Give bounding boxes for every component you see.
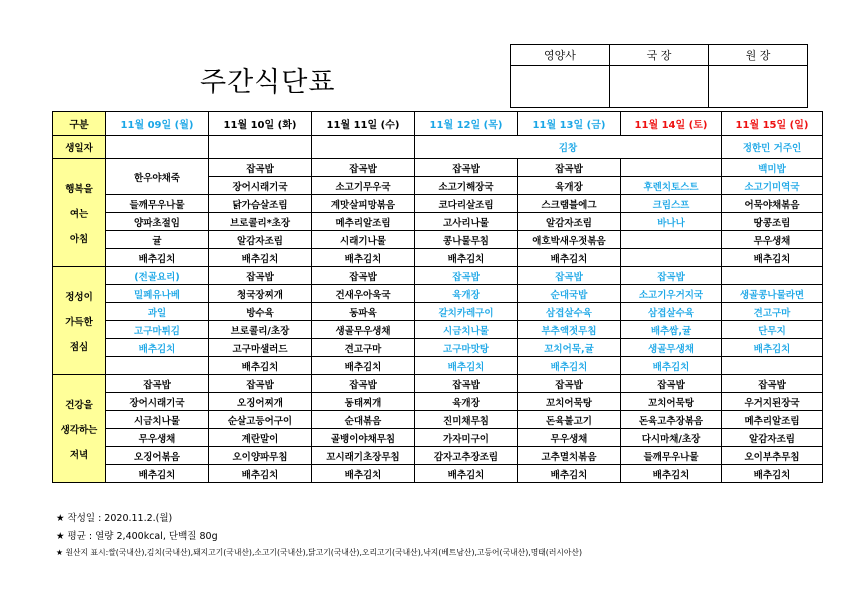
menu-cell: 알감자조림 <box>209 231 312 249</box>
menu-cell: 소고기해장국 <box>415 177 518 195</box>
menu-cell: 육개장 <box>415 285 518 303</box>
menu-cell: 잡곡밥 <box>621 375 722 393</box>
approval-label-nutritionist: 영양사 <box>511 45 610 66</box>
menu-cell: 시금치나물 <box>106 411 209 429</box>
menu-cell: 무우생채 <box>106 429 209 447</box>
menu-cell: 잡곡밥 <box>518 375 621 393</box>
lunch-row <box>53 357 823 375</box>
menu-cell: 골뱅이야채무침 <box>312 429 415 447</box>
day-header: 11월 15일 (일) <box>722 112 823 136</box>
breakfast-row <box>53 231 823 249</box>
lunch-label-line: 점심 <box>69 341 89 353</box>
menu-cell: 과일 <box>106 303 209 321</box>
breakfast-row <box>53 195 823 213</box>
menu-cell <box>312 136 415 159</box>
menu-cell: 계맛살피망볶음 <box>312 195 415 213</box>
menu-cell: 단무지 <box>722 321 823 339</box>
menu-cell: 잡곡밥 <box>518 267 621 285</box>
menu-cell: 고추멸치볶음 <box>518 447 621 465</box>
menu-cell: 크림스프 <box>621 195 722 213</box>
footer-date: ★ 작성일 : 2020.11.2.(월) <box>56 513 173 524</box>
menu-cell: 잡곡밥 <box>415 267 518 285</box>
menu-cell <box>209 136 312 159</box>
birthday-row <box>53 136 823 159</box>
menu-cell <box>722 357 823 375</box>
menu-cell: 오이양파무침 <box>209 447 312 465</box>
menu-cell: 견고구마 <box>312 339 415 357</box>
header-row <box>53 112 823 136</box>
menu-cell: 장어시래기국 <box>209 177 312 195</box>
menu-cell: 메추리알조림 <box>312 213 415 231</box>
dinner-row <box>53 411 823 429</box>
menu-cell: 배추쌈,귤 <box>621 321 722 339</box>
menu-cell: 잡곡밥 <box>209 375 312 393</box>
menu-cell: 생골무우생채 <box>312 321 415 339</box>
menu-cell: 잡곡밥 <box>518 159 621 177</box>
menu-cell: 우거지된장국 <box>722 393 823 411</box>
menu-cell: 양파초절임 <box>106 213 209 231</box>
birthday-name: 김창 <box>415 136 722 159</box>
menu-cell: 꼬치어묵탕 <box>518 393 621 411</box>
menu-cell: 순대국밥 <box>518 285 621 303</box>
breakfast-label <box>53 159 106 267</box>
menu-cell: 배추김치 <box>209 249 312 267</box>
menu-cell: 방수육 <box>209 303 312 321</box>
lunch-row <box>53 339 823 357</box>
menu-cell: 알감자조림 <box>722 429 823 447</box>
menu-cell: 시래기나물 <box>312 231 415 249</box>
menu-cell: 무우생채 <box>722 231 823 249</box>
menu-cell: 어묵야채볶음 <box>722 195 823 213</box>
menu-cell: 소고기무우국 <box>312 177 415 195</box>
menu-cell: 후렌치토스트 <box>621 177 722 195</box>
menu-cell: 삼겹살수육 <box>518 303 621 321</box>
menu-cell: 밀페유나베 <box>106 285 209 303</box>
approval-table <box>510 44 808 108</box>
menu-cell: 배추김치 <box>415 357 518 375</box>
menu-cell: 잡곡밥 <box>209 159 312 177</box>
menu-cell: 오징어볶음 <box>106 447 209 465</box>
menu-cell: 배추김치 <box>518 465 621 483</box>
menu-cell: 생골콩나물라면 <box>722 285 823 303</box>
menu-cell: 가자미구이 <box>415 429 518 447</box>
footer-origin: ★ 원산지 표시:쌀(국내산),김치(국내산),돼지고기(국내산),소고기(국내산),닭고기(국내산),오리고기(국내산),낙지(베트남산),고등어(국내산),명태(러시아산) <box>56 548 582 557</box>
menu-cell: 메추리알조림 <box>722 411 823 429</box>
menu-cell: 진미채무침 <box>415 411 518 429</box>
breakfast-row <box>53 213 823 231</box>
menu-cell: 무우생채 <box>518 429 621 447</box>
menu-cell: 잡곡밥 <box>312 267 415 285</box>
menu-cell: 계란말이 <box>209 429 312 447</box>
breakfast-label-line: 아침 <box>69 233 89 245</box>
menu-cell: 잡곡밥 <box>312 375 415 393</box>
approval-sign-box <box>709 66 808 108</box>
menu-cell <box>621 231 722 249</box>
page-title: 주간식단표 <box>200 67 336 98</box>
breakfast-row <box>53 159 823 177</box>
approval-label-director: 국 장 <box>610 45 709 66</box>
menu-cell: 바나나 <box>621 213 722 231</box>
menu-cell: 부추액젓무침 <box>518 321 621 339</box>
dinner-row <box>53 375 823 393</box>
menu-cell: 한우야채죽 <box>106 159 209 195</box>
breakfast-label-line: 행복을 <box>65 183 93 195</box>
lunch-row <box>53 303 823 321</box>
menu-cell <box>722 267 823 285</box>
breakfast-label-line: 여는 <box>69 208 89 220</box>
menu-cell: 고구마튀김 <box>106 321 209 339</box>
menu-cell: 콩나물무침 <box>415 231 518 249</box>
menu-cell: 코다리살조림 <box>415 195 518 213</box>
menu-cell: 소고기우거지국 <box>621 285 722 303</box>
menu-cell: 배추김치 <box>312 357 415 375</box>
day-header: 11월 13일 (금) <box>518 112 621 136</box>
menu-cell: 소고기미역국 <box>722 177 823 195</box>
day-header: 11월 10일 (화) <box>209 112 312 136</box>
menu-cell: 잡곡밥 <box>722 375 823 393</box>
menu-cell: 배추김치 <box>106 249 209 267</box>
day-header: 11월 11일 (수) <box>312 112 415 136</box>
menu-cell: 배추김치 <box>415 465 518 483</box>
birthday-label: 생일자 <box>53 136 106 159</box>
approval-label-head: 원 장 <box>709 45 808 66</box>
menu-cell: 동파육 <box>312 303 415 321</box>
lunch-label-line: 가득한 <box>65 316 93 328</box>
menu-cell: 오징어찌개 <box>209 393 312 411</box>
day-header: 11월 14일 (토) <box>621 112 722 136</box>
approval-sign-box <box>511 66 610 108</box>
menu-cell: 배추김치 <box>722 465 823 483</box>
menu-cell: 꼬치어묵탕 <box>621 393 722 411</box>
footer-average: ★ 평균 : 열량 2,400kcal, 단백질 80g <box>56 531 218 542</box>
menu-cell: 고구마맛탕 <box>415 339 518 357</box>
menu-cell: 돈육불고기 <box>518 411 621 429</box>
menu-cell: 장어시래기국 <box>106 393 209 411</box>
lunch-row <box>53 267 823 285</box>
dinner-row <box>53 393 823 411</box>
menu-cell: 알감자조림 <box>518 213 621 231</box>
dinner-row <box>53 447 823 465</box>
menu-cell: 잡곡밥 <box>312 159 415 177</box>
menu-cell: 배추김치 <box>518 249 621 267</box>
menu-cell: 육개장 <box>518 177 621 195</box>
menu-cell: 동태찌개 <box>312 393 415 411</box>
menu-cell: 감자고추장조림 <box>415 447 518 465</box>
menu-cell: 브로콜리*초장 <box>209 213 312 231</box>
menu-cell: 배추김치 <box>722 339 823 357</box>
header-label: 구분 <box>53 112 106 136</box>
menu-cell: 육개장 <box>415 393 518 411</box>
menu-cell: 배추김치 <box>106 465 209 483</box>
menu-cell: 시금치나물 <box>415 321 518 339</box>
menu-cell: (전골요리) <box>106 267 209 285</box>
menu-cell: 순살고등어구이 <box>209 411 312 429</box>
dinner-label-line: 생각하는 <box>60 424 98 436</box>
menu-cell: 꼬시래기초장무침 <box>312 447 415 465</box>
menu-cell: 건새우아욱국 <box>312 285 415 303</box>
dinner-row <box>53 465 823 483</box>
lunch-label <box>53 267 106 375</box>
lunch-row <box>53 285 823 303</box>
menu-cell: 배추김치 <box>621 357 722 375</box>
menu-cell: 땅콩조림 <box>722 213 823 231</box>
dinner-label-line: 저녁 <box>69 449 89 461</box>
menu-cell: 삼겹살수육 <box>621 303 722 321</box>
menu-cell: 배추김치 <box>722 249 823 267</box>
menu-cell: 오이부추무침 <box>722 447 823 465</box>
menu-cell: 잡곡밥 <box>415 375 518 393</box>
menu-cell: 돈육고추장볶음 <box>621 411 722 429</box>
dinner-label <box>53 375 106 483</box>
menu-cell <box>106 357 209 375</box>
menu-cell: 견고구마 <box>722 303 823 321</box>
menu-cell: 들깨무우나물 <box>106 195 209 213</box>
dinner-row <box>53 429 823 447</box>
menu-cell: 들깨무우나물 <box>621 447 722 465</box>
menu-cell: 잡곡밥 <box>415 159 518 177</box>
menu-cell: 귤 <box>106 231 209 249</box>
day-header: 11월 09일 (월) <box>106 112 209 136</box>
menu-cell <box>621 249 722 267</box>
menu-cell: 잡곡밥 <box>209 267 312 285</box>
menu-cell: 순대볶음 <box>312 411 415 429</box>
lunch-row <box>53 321 823 339</box>
lunch-label-line: 정성이 <box>65 291 93 303</box>
menu-cell: 백미밥 <box>722 159 823 177</box>
menu-cell: 배추김치 <box>312 465 415 483</box>
menu-cell: 배추김치 <box>518 357 621 375</box>
menu-cell <box>106 136 209 159</box>
dinner-label-line: 건강을 <box>65 399 93 411</box>
menu-cell: 배추김치 <box>621 465 722 483</box>
menu-cell: 배추김치 <box>209 465 312 483</box>
menu-cell: 배추김치 <box>106 339 209 357</box>
menu-cell: 생골무생채 <box>621 339 722 357</box>
menu-cell: 배추김치 <box>209 357 312 375</box>
menu-cell: 고구마샐러드 <box>209 339 312 357</box>
day-header: 11월 12일 (목) <box>415 112 518 136</box>
menu-cell: 고사리나물 <box>415 213 518 231</box>
menu-cell: 꼬치어묵,귤 <box>518 339 621 357</box>
menu-cell: 잡곡밥 <box>106 375 209 393</box>
menu-cell: 브로콜리/초장 <box>209 321 312 339</box>
menu-cell: 다시마채/초장 <box>621 429 722 447</box>
birthday-name: 정한민 거주인 <box>722 136 823 159</box>
menu-cell: 갈치카레구이 <box>415 303 518 321</box>
approval-sign-box <box>610 66 709 108</box>
menu-cell: 배추김치 <box>312 249 415 267</box>
weekly-menu-table <box>52 111 823 483</box>
menu-cell: 청국장찌개 <box>209 285 312 303</box>
menu-cell <box>621 159 722 177</box>
menu-cell: 잡곡밥 <box>621 267 722 285</box>
menu-cell: 배추김치 <box>415 249 518 267</box>
menu-cell: 닭가슴살조림 <box>209 195 312 213</box>
breakfast-row <box>53 249 823 267</box>
menu-cell: 애호박새우젓볶음 <box>518 231 621 249</box>
menu-cell: 스크램블에그 <box>518 195 621 213</box>
